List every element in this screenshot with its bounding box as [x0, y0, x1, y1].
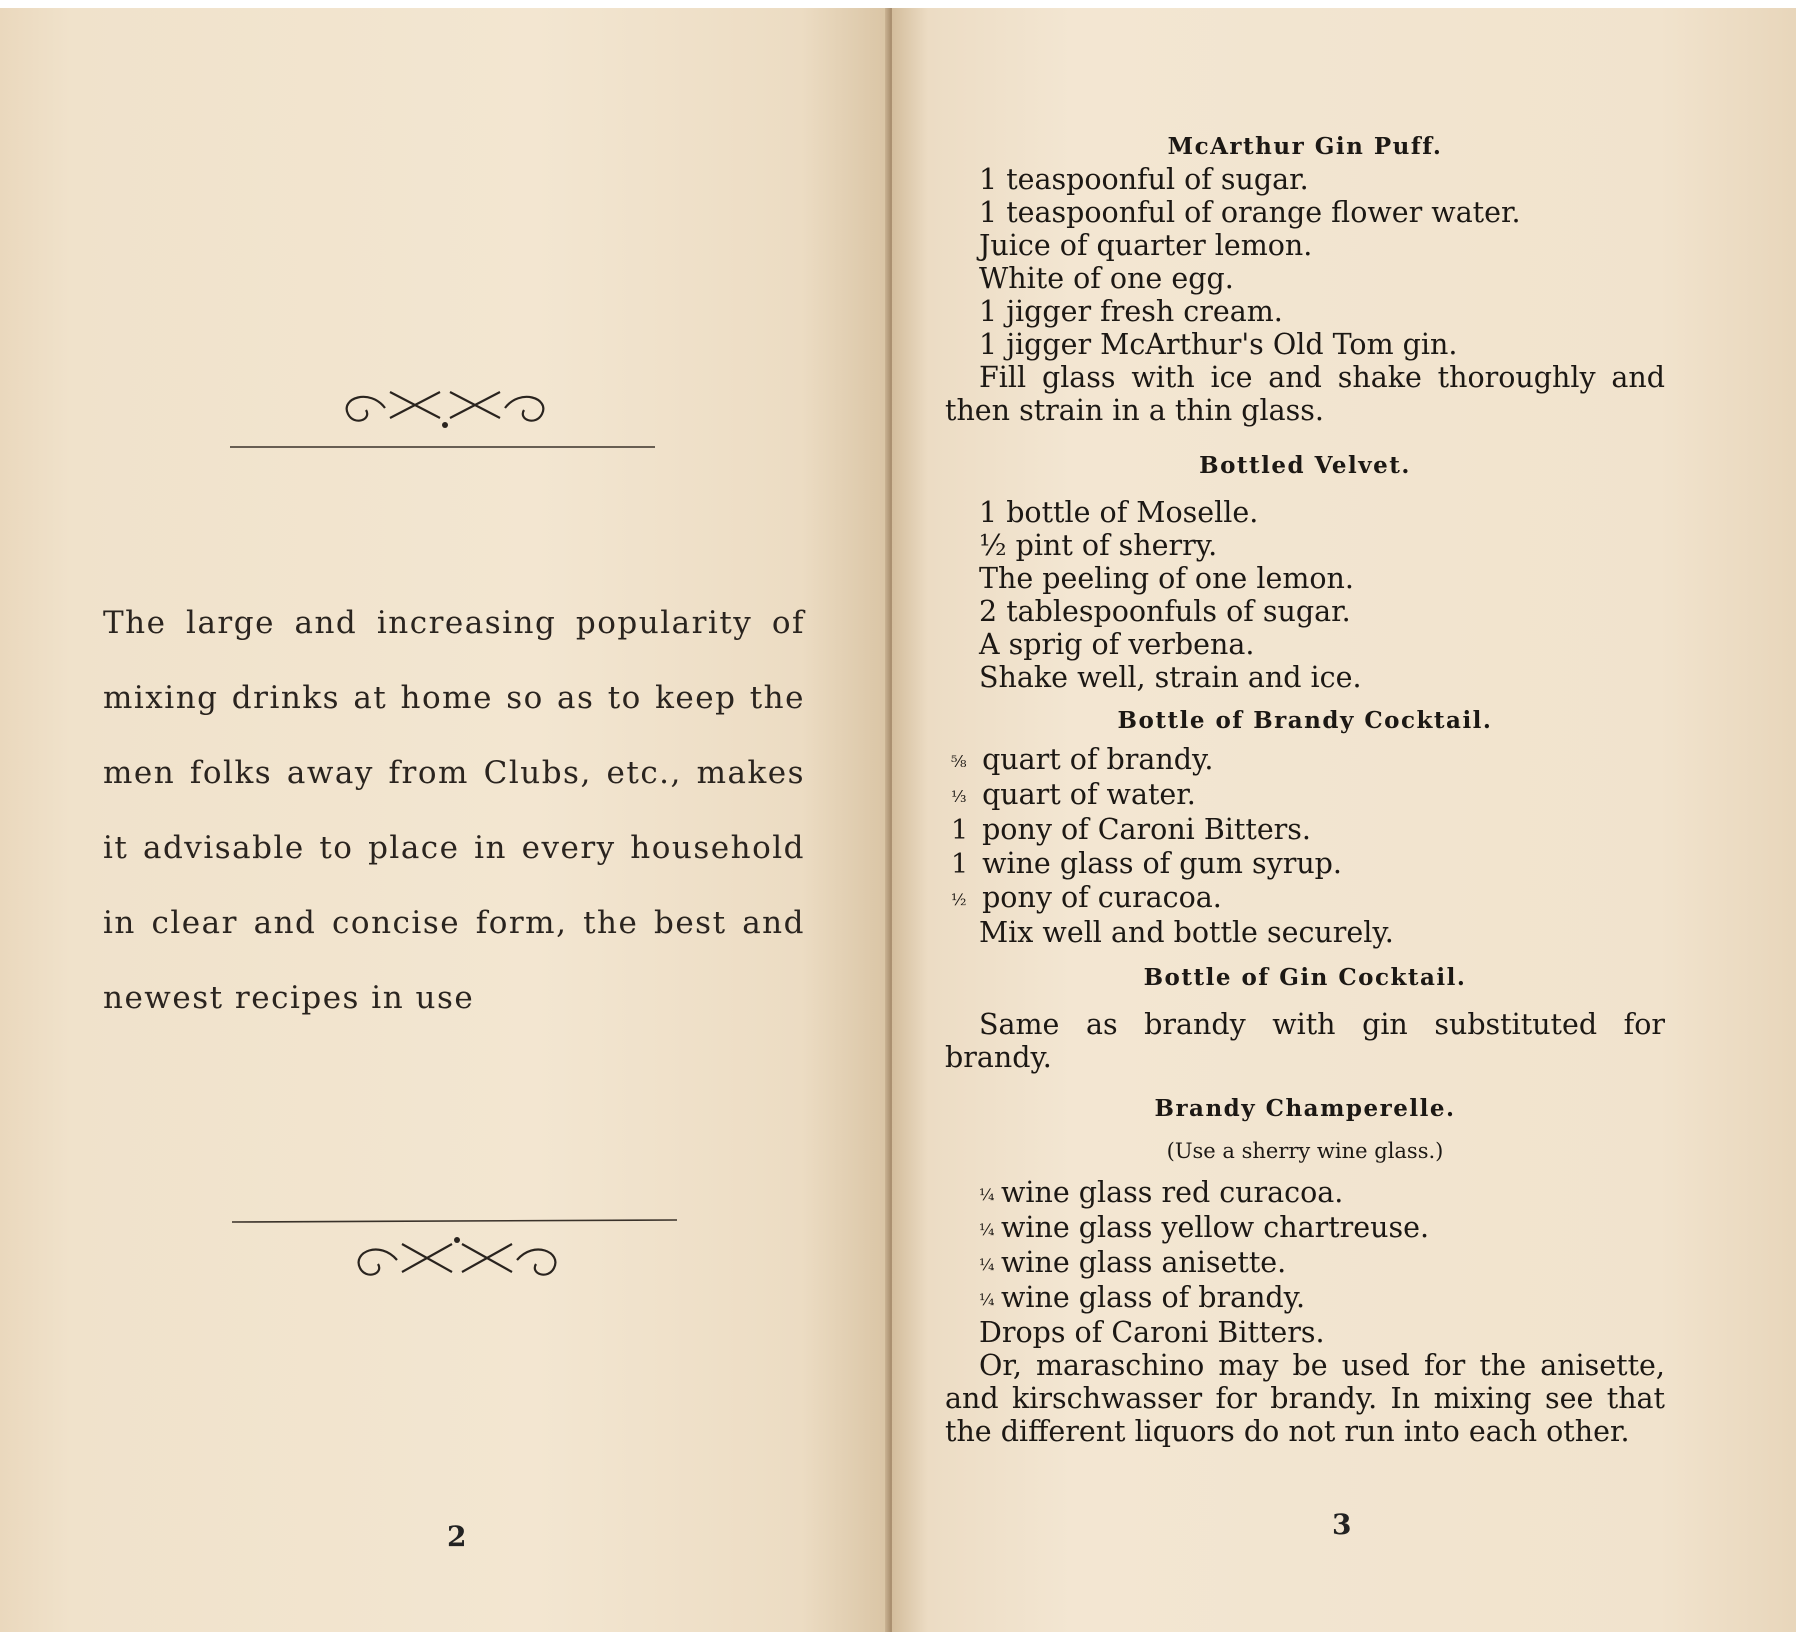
ingredient-amount: ¼ — [979, 1255, 995, 1274]
recipe-bottle-of-gin-cocktail — [945, 961, 1665, 1074]
ingredient-text: wine glass anisette. — [1001, 1246, 1287, 1279]
ingredient-amount: ¼ — [979, 1185, 995, 1204]
recipe-title: Bottled Velvet. — [1199, 452, 1411, 479]
ingredient-line: 1 bottle of Moselle. — [979, 496, 1259, 529]
recipe-instructions: Fill glass with ice and shake thoroughly and then strain in a thin glass. — [945, 361, 1665, 427]
ingredient-text: wine glass red curacoa. — [1001, 1176, 1344, 1209]
ingredient-line: 1 teaspoonful of sugar. — [979, 163, 1309, 196]
ingredient-line — [945, 743, 1665, 778]
right-page — [892, 8, 1796, 1632]
ingredient-line — [945, 1246, 1665, 1281]
ingredient-line: A sprig of verbena. — [979, 628, 1255, 661]
ingredient-line: The peeling of one lemon. — [979, 562, 1354, 595]
ingredient-amount: ¼ — [979, 1220, 995, 1239]
ingredient-text: quart of water. — [982, 778, 1196, 811]
ingredient-line — [945, 778, 1665, 813]
ingredient-line — [945, 813, 1665, 847]
recipe-bottle-of-brandy-cocktail — [945, 704, 1665, 949]
ingredient-line: ½ pint of sherry. — [979, 529, 1218, 562]
ingredient-amount: 1 — [951, 815, 969, 846]
page-number-right: 3 — [1332, 1508, 1352, 1541]
recipe-bottled-velvet — [945, 449, 1665, 694]
ingredient-text: pony of curacoa. — [982, 881, 1222, 914]
ingredient-text: quart of brandy. — [982, 743, 1214, 776]
recipe-instructions: Mix well and bottle securely. — [979, 916, 1394, 949]
ingredient-text: wine glass yellow chartreuse. — [1001, 1211, 1430, 1244]
ingredient-line: White of one egg. — [979, 262, 1234, 295]
flourish-ornament-icon — [232, 1218, 682, 1288]
top-ornament — [230, 380, 660, 450]
ingredient-line — [945, 881, 1665, 916]
recipe-instructions: Or, maraschino may be used for the anisette, and kirschwasser for brandy. In mixing see that the different liquors do not run into each other. — [945, 1349, 1665, 1448]
ingredient-line: 1 jigger McArthur's Old Tom gin. — [979, 328, 1458, 361]
page-number-left: 2 — [447, 1520, 467, 1553]
ingredient-amount: 1 — [951, 849, 969, 880]
recipe-title: McArthur Gin Puff. — [1167, 133, 1443, 160]
ingredient-line — [945, 1211, 1665, 1246]
ingredient-amount: ¼ — [979, 1290, 995, 1309]
flourish-ornament-icon — [230, 380, 660, 450]
ingredient-line: Juice of quarter lemon. — [979, 229, 1313, 262]
ingredient-line: 2 tablespoonfuls of sugar. — [979, 595, 1351, 628]
ingredient-line: 1 teaspoonful of orange flower water. — [979, 196, 1521, 229]
left-page — [0, 8, 890, 1632]
ingredient-line — [945, 847, 1665, 881]
ingredient-text: wine glass of gum syrup. — [982, 847, 1342, 880]
ingredient-line — [945, 1176, 1665, 1211]
recipe-list — [945, 130, 1665, 1448]
recipe-brandy-champerelle — [945, 1092, 1665, 1448]
ingredient-amount: ½ — [951, 890, 967, 909]
recipe-title: Bottle of Gin Cocktail. — [1143, 964, 1467, 991]
ingredient-text: wine glass of brandy. — [1001, 1281, 1306, 1314]
recipe-note: (Use a sherry wine glass.) — [1166, 1139, 1444, 1163]
bottom-ornament — [232, 1218, 682, 1288]
recipe-instructions: Same as brandy with gin substituted for brandy. — [945, 1008, 1665, 1074]
recipe-mcarthur-gin-puff — [945, 130, 1665, 427]
recipe-title: Bottle of Brandy Cocktail. — [1117, 707, 1493, 734]
ingredient-line — [945, 1281, 1665, 1316]
open-booklet — [0, 8, 1796, 1632]
ingredient-line: Drops of Caroni Bitters. — [979, 1316, 1325, 1349]
ingredient-line: Shake well, strain and ice. — [979, 661, 1362, 694]
ingredient-line: 1 jigger fresh cream. — [979, 295, 1283, 328]
ingredient-amount: ⅝ — [951, 752, 967, 771]
ingredient-amount: ⅓ — [951, 787, 967, 806]
recipe-title: Brandy Champerelle. — [1154, 1095, 1456, 1122]
ingredient-text: pony of Caroni Bitters. — [982, 813, 1311, 846]
intro-paragraph: The large and increasing popularity of mixing drinks at home so as to keep the men folks away from Clubs, etc., makes it advisable to place in every household in clear and concise form, the best and newest recipes in use — [103, 605, 805, 1016]
